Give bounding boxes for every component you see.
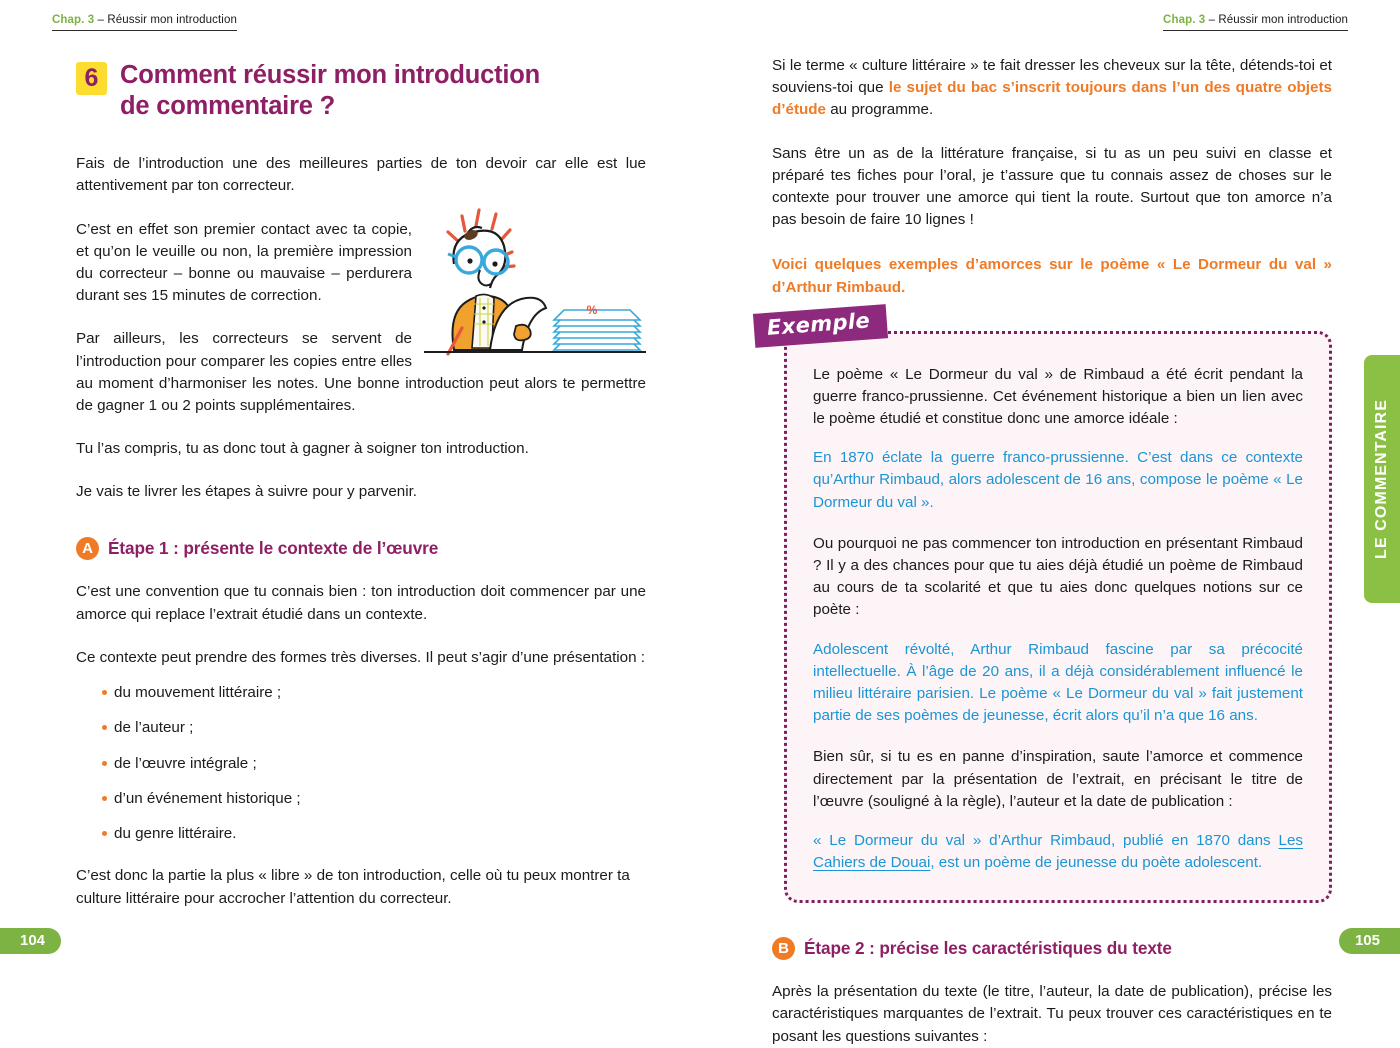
example-quote-2: Adolescent révolté, Arthur Rimbaud fascine par sa précocité intellectuelle. À l’âge de 20 ans, il a déjà considérablement influencé le milieu littéraire parisien. Le poème « Le Dormeur du val » fait justement partie de ses poèmes de jeunesse, écrit alors qu’il n’a que 16 ans. (813, 640, 1303, 725)
example-quote-1: En 1870 éclate la guerre franco-prussienne. C’est dans ce contexte qu’Arthur Rimbaud, alors adolescent de 16 ans, compose le poème « Le Dormeur du val ». (813, 449, 1303, 511)
step-heading-a (76, 537, 646, 560)
page-gutter (700, 0, 701, 972)
page-number-right: 105 (1339, 928, 1400, 954)
step-b-badge: B (772, 937, 795, 960)
right-paragraph-1 (772, 55, 1332, 122)
right-paragraph-1-highlight: le sujet du bac s’inscrit toujours dans l’un des quatre objets d’étude (772, 79, 1332, 119)
running-head-right (1163, 14, 1348, 31)
example-quote-3 (813, 830, 1303, 874)
list-item: de l’auteur ; (76, 717, 646, 738)
step-b-title: Étape 2 : précise les caractéristiques du texte (804, 938, 1172, 959)
list-item: d’un événement historique ; (76, 788, 646, 809)
running-head-left-separator: – (94, 14, 108, 26)
section-title-line-2: de commentaire ? (120, 92, 336, 121)
running-head-right-separator: – (1205, 14, 1219, 26)
context-forms-list (76, 682, 646, 844)
page-title (120, 60, 540, 122)
running-head-left-chapter: Chap. 3 (52, 14, 95, 26)
step-b-paragraph: Après la présentation du texte (le titre, l’auteur, la date de publication), précise les caractéristiques marquantes de l’extrait. Tu peux trouver ces caractéristiques en te posant les questions suivantes : (772, 983, 1332, 1045)
step-a-paragraph-2: Ce contexte peut prendre des formes très diverses. Il peut s’agir d’une présentation : (76, 648, 645, 666)
running-head-left (52, 14, 237, 31)
right-paragraph-3-orange: Voici quelques exemples d’amorces sur le poème « Le Dormeur du val » d’Arthur Rimbaud. (772, 256, 1332, 296)
running-head-right-title: Réussir mon introduction (1218, 14, 1348, 26)
svg-text:%: % (586, 302, 598, 317)
left-paragraph-2: C’est en effet son premier contact avec ta copie, et qu’on le veuille ou non, la première impression du correcteur – bonne ou mauvaise – perdurera durant ses 15 minutes de correction. (76, 220, 412, 305)
side-tab-label: LE COMMENTAIRE (1373, 399, 1390, 559)
page-number-left: 104 (0, 928, 61, 954)
left-page-content (76, 60, 646, 910)
section-title-row (76, 60, 646, 122)
list-item: de l’œuvre intégrale ; (76, 753, 646, 774)
section-number-badge: 6 (76, 62, 107, 95)
list-item: du mouvement littéraire ; (76, 682, 646, 703)
side-tab-le-commentaire[interactable] (1364, 355, 1400, 603)
right-page-content (766, 55, 1332, 1048)
left-paragraph-1: Fais de l’introduction une des meilleures parties de ton devoir car elle est lue attentivement par ton correcteur. (76, 155, 646, 195)
right-paragraph-1-after: au programme. (826, 101, 934, 119)
right-paragraph-2: Sans être un as de la littérature française, si tu as un peu suivi en classe et préparé tes fiches pour l’oral, je t’assure que tu connais assez de choses sur le contexte pour trouver une amorce qui tient la route. Surtout que ton amorce n’a pas besoin de faire 10 lignes ! (772, 144, 1332, 229)
example-text-1: Le poème « Le Dormeur du val » de Rimbaud a été écrit pendant la guerre franco-prussienne. Cet événement historique a bien un lien avec le poème étudié et constitue donc une amorce idéale : (813, 365, 1303, 428)
left-paragraph-4: Tu l’as compris, tu as donc tout à gagner à soigner ton introduction. (76, 440, 529, 458)
left-paragraph-3: Par ailleurs, les correcteurs se servent de l’introduction pour comparer les copies entre elles au moment d’harmoniser les notes. Une bonne introduction peut alors te permettre de gagner 1 ou 2 points supplémentaires. (76, 330, 646, 414)
example-quote-3-before: « Le Dormeur du val » d’Arthur Rimbaud, publié en 1870 dans (813, 831, 1279, 849)
left-paragraph-5: Je vais te livrer les étapes à suivre pour y parvenir. (76, 483, 418, 501)
step-a-badge: A (76, 537, 99, 560)
running-head-right-chapter: Chap. 3 (1163, 14, 1206, 26)
step-heading-b (772, 937, 1332, 960)
example-block (766, 308, 1332, 904)
list-item: du genre littéraire. (76, 823, 646, 844)
example-quote-3-after: , est un poème de jeunesse du poète adolescent. (930, 854, 1263, 872)
example-quote-3-work-title: Les Cahiers de Douai (813, 831, 1303, 872)
example-text-3: Bien sûr, si tu es en panne d’inspiration, saute l’amorce et commence directement par la présentation de l’extrait, en précisant le titre de l’œuvre (souligné à la règle), l’auteur et la date de publication : (813, 748, 1303, 810)
step-a-paragraph-1: C’est une convention que tu connais bien : ton introduction doit commencer par une amorce qui replace l’extrait étudié dans un contexte. (76, 583, 646, 623)
example-box (784, 331, 1332, 904)
section-title-line-1: Comment réussir mon introduction (120, 61, 541, 89)
running-head-left-title: Réussir mon introduction (107, 14, 237, 26)
example-text-2: Ou pourquoi ne pas commencer ton introduction en présentant Rimbaud ? Il y a des chances pour que tu aies déjà étudié un poème de Rimbaud au cours de ta scolarité et que tu aies donc quelques notions sur ce poète : (813, 534, 1303, 619)
example-tag: Exemple (753, 304, 888, 348)
teacher-correcting-papers-illustration (424, 204, 646, 356)
step-a-title: Étape 1 : présente le contexte de l’œuvre (108, 538, 439, 559)
step-a-paragraph-3: C’est donc la partie la plus « libre » de ton introduction, celle où tu peux montrer ta culture littéraire pour accrocher l’attention du correcteur. (76, 867, 630, 907)
right-paragraph-1-before: Si le terme « culture littéraire » te fait dresser les cheveux sur la tête, détends-toi et souviens-toi que (772, 57, 1332, 97)
